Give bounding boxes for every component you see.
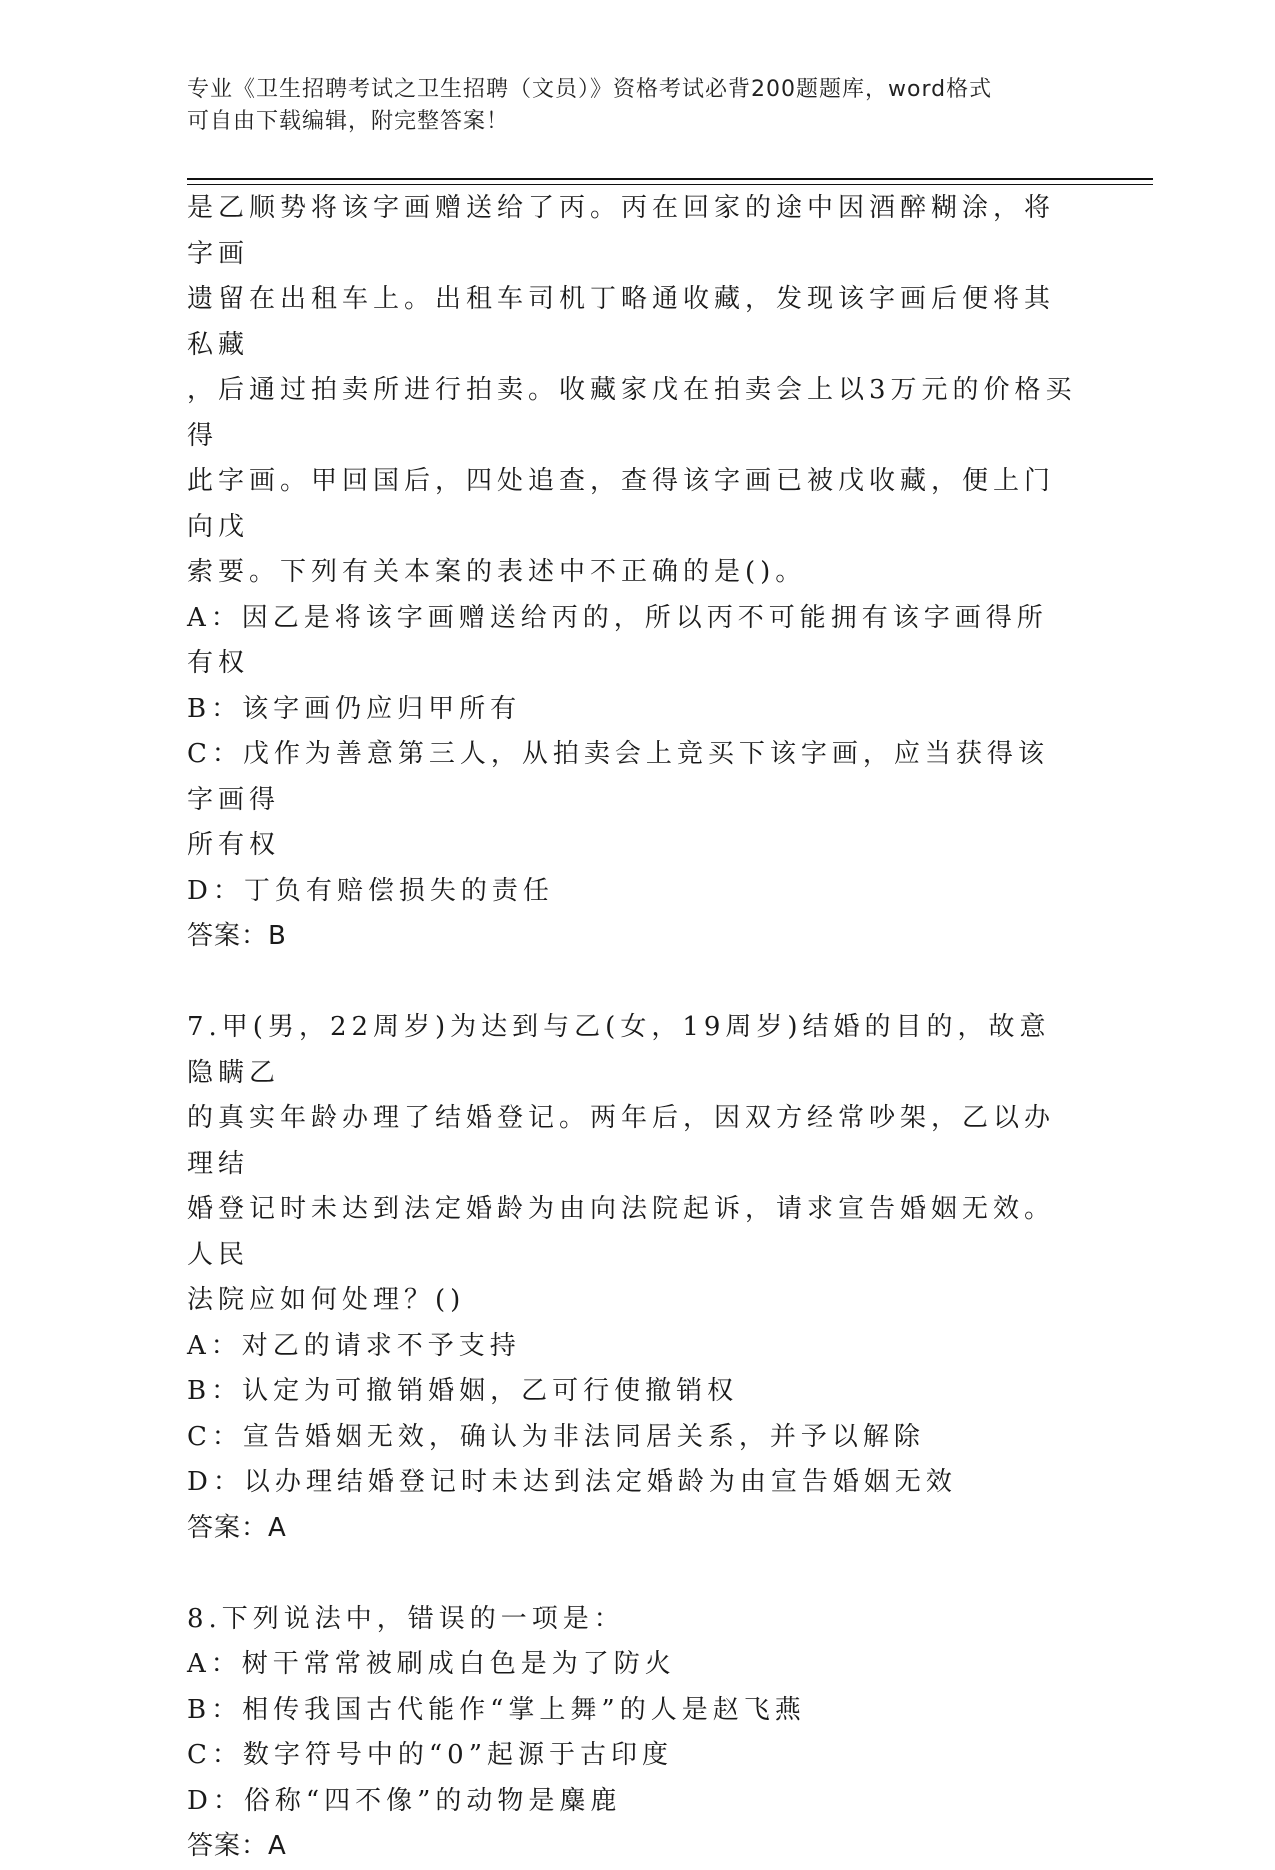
question-6-answer <box>187 914 1077 960</box>
question-7 <box>187 1005 1077 1551</box>
question-7-option-a: A：对乙的请求不予支持 <box>187 1330 521 1361</box>
question-8 <box>187 1597 1077 1870</box>
question-8-stem: 8.下列说法中，错误的一项是： <box>187 1603 625 1634</box>
header-title-line2: 可自由下载编辑，附完整答案！ <box>187 109 510 134</box>
question-6-option-a: A：因乙是将该字画赠送给丙的，所以丙不可能拥有该字画得所有权 <box>187 602 1048 678</box>
question-7-stem-line: 婚登记时未达到法定婚龄为由向法院起诉，请求宣告婚姻无效。人民 <box>187 1194 1056 1270</box>
question-7-stem-line: 法院应如何处理？() <box>187 1285 466 1315</box>
question-8-option-a: A：树干常常被刷成白色是为了防火 <box>187 1649 676 1679</box>
answer-value: B <box>268 921 287 951</box>
question-6-option-b: B：该字画仍应归甲所有 <box>187 693 522 724</box>
question-6-option-d: D：丁负有赔偿损失的责任 <box>187 875 554 906</box>
page-header <box>187 74 1087 138</box>
question-8-answer <box>187 1824 1077 1870</box>
question-6-stem-line: 索要。下列有关本案的表述中不正确的是()。 <box>187 557 807 587</box>
question-8-option-b: B：相传我国古代能作“掌上舞”的人是赵飞燕 <box>187 1694 806 1725</box>
header-divider-thick <box>187 178 1153 180</box>
question-8-option-d: D：俗称“四不像”的动物是麋鹿 <box>187 1785 622 1816</box>
spacer <box>187 960 1077 1006</box>
question-7-option-c: C：宣告婚姻无效，确认为非法同居关系，并予以解除 <box>187 1421 925 1452</box>
question-6 <box>187 186 1077 960</box>
answer-label: 答案： <box>187 1831 269 1861</box>
answer-label: 答案： <box>187 921 269 951</box>
header-divider-thin <box>187 184 1153 185</box>
question-6-option-c: C：戊作为善意第三人，从拍卖会上竞买下该字画，应当获得该字画得 <box>187 739 1049 815</box>
answer-label: 答案： <box>187 1512 269 1543</box>
question-6-stem-line: ，后通过拍卖所进行拍卖。收藏家戊在拍卖会上以3万元的价格买得 <box>187 375 1077 451</box>
question-7-answer <box>187 1506 1077 1552</box>
question-6-option-c-continued: 所有权 <box>187 830 281 860</box>
question-7-option-d: D：以办理结婚登记时未达到法定婚龄为由宣告婚姻无效 <box>187 1467 957 1497</box>
question-6-stem-line: 遗留在出租车上。出租车司机丁略通收藏，发现该字画后便将其私藏 <box>187 284 1056 360</box>
document-body <box>187 186 1077 1870</box>
answer-value: A <box>268 1831 287 1861</box>
question-6-stem-line: 是乙顺势将该字画赠送给了丙。丙在回家的途中因酒醉糊涂，将字画 <box>187 193 1056 269</box>
question-7-option-b: B：认定为可撤销婚姻，乙可行使撤销权 <box>187 1376 739 1406</box>
question-6-stem-line: 此字画。甲回国后，四处追查，查得该字画已被戊收藏，便上门向戊 <box>187 466 1056 542</box>
question-8-option-c: C：数字符号中的“0”起源于古印度 <box>187 1740 674 1770</box>
answer-value: A <box>268 1512 287 1543</box>
question-7-stem-line: 7.甲(男，22周岁)为达到与乙(女，19周岁)结婚的目的，故意隐瞒乙 <box>187 1012 1051 1088</box>
header-title-line1: 专业《卫生招聘考试之卫生招聘（文员）》资格考试必背200题题库，word格式 <box>187 77 993 102</box>
question-7-stem-line: 的真实年龄办理了结婚登记。两年后，因双方经常吵架，乙以办理结 <box>187 1103 1056 1179</box>
spacer <box>187 1551 1077 1597</box>
